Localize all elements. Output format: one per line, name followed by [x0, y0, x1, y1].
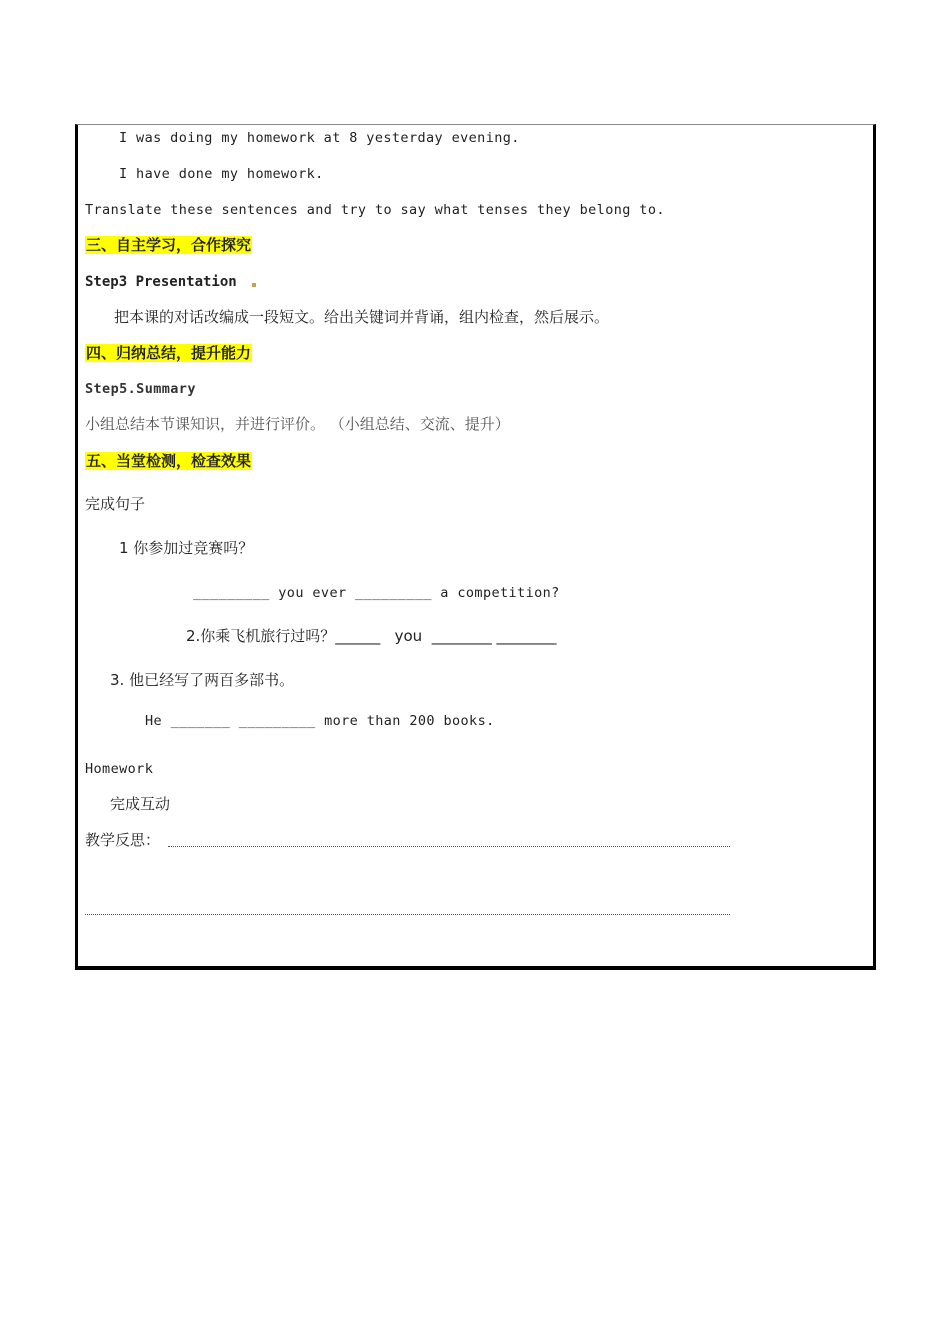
- step3-task: 把本课的对话改编成一段短文。给出关键词并背诵，组内检查，然后展示。: [114, 308, 610, 326]
- section-heading-4: 四、归纳总结，提升能力: [86, 344, 252, 362]
- question-3: 3. 他已经写了两百多部书。: [110, 671, 295, 689]
- section-heading-5: 五、当堂检测，检查效果: [86, 452, 252, 470]
- question-2: 2.你乘飞机旅行过吗？______ you ________ ________: [186, 627, 557, 645]
- question-1-english: _________ you ever _________ a competition?: [193, 585, 560, 601]
- homework-label: Homework: [85, 761, 154, 777]
- reflection-line-2: [85, 914, 730, 915]
- summary-task: 小组总结本节课知识，并进行评价。 （小组总结、交流、提升）: [85, 415, 510, 433]
- example-sentence-past-continuous: I was doing my homework at 8 yesterday evening.: [119, 130, 520, 146]
- complete-sentences-label: 完成句子: [85, 495, 146, 513]
- question-1: 1 你参加过竞赛吗？: [119, 539, 254, 557]
- question-3-english: He _______ _________ more than 200 books.: [145, 713, 495, 729]
- example-sentence-present-perfect: I have done my homework.: [119, 166, 324, 182]
- section-heading-3: 三、自主学习，合作探究: [86, 236, 252, 254]
- step5-title: Step5.Summary: [85, 381, 196, 397]
- homework-task: 完成互动: [110, 795, 171, 813]
- translate-instruction: Translate these sentences and try to say what tenses they belong to.: [85, 202, 665, 218]
- reflection-label: 教学反思：: [85, 831, 161, 849]
- step3-title: Step3 Presentation: [85, 274, 237, 290]
- reflection-line-1: [168, 846, 730, 847]
- marker-dot: [252, 283, 256, 287]
